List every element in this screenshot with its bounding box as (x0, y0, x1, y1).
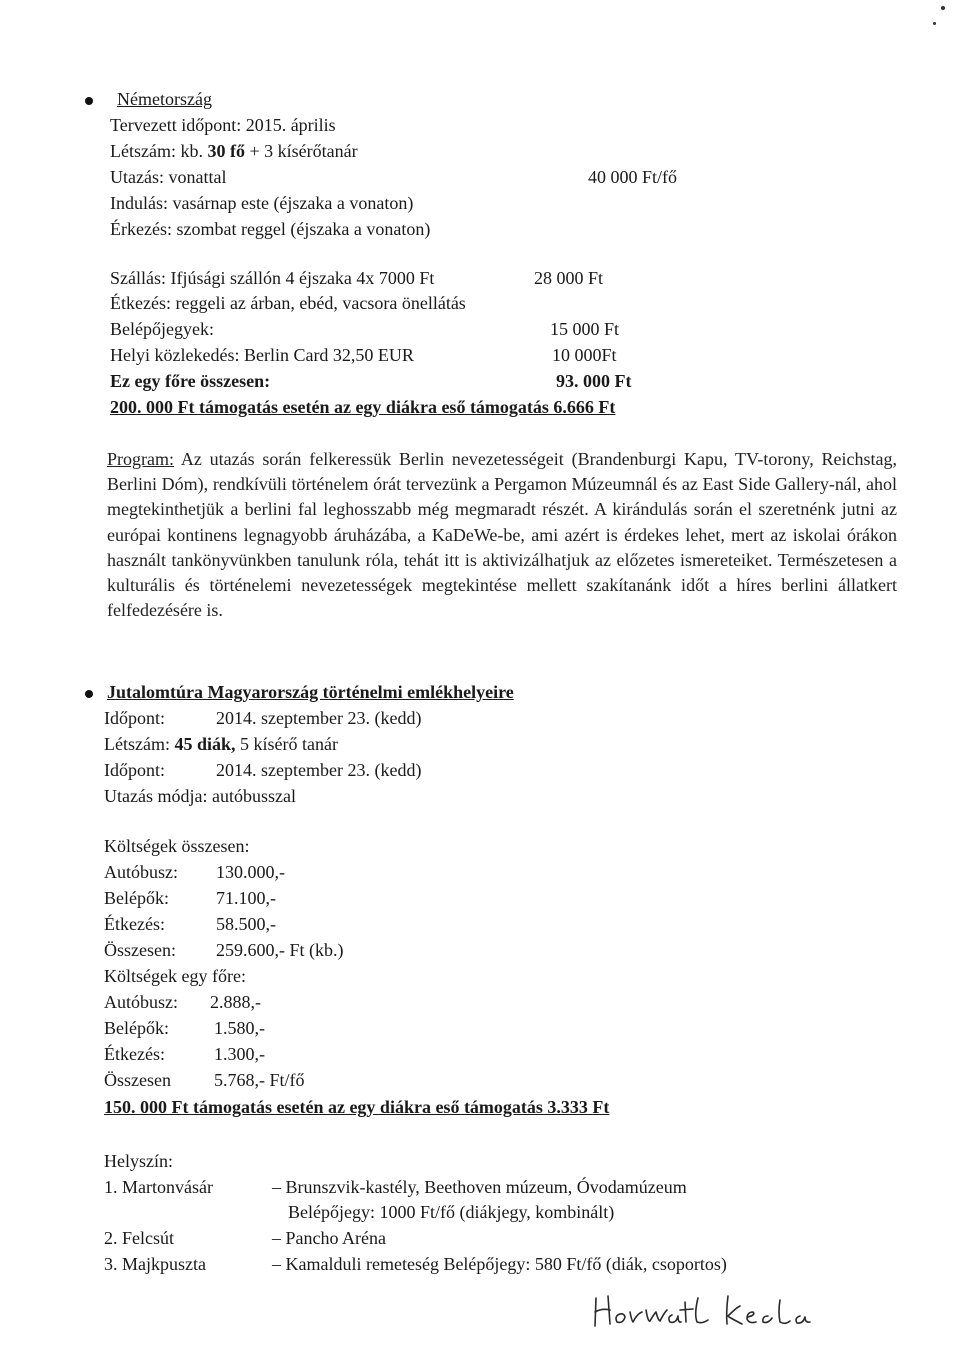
tour-headcount-bold: 45 diák, (174, 734, 236, 754)
travel-line: Utazás: vonattal (110, 167, 227, 187)
tour-headcount-line (104, 733, 338, 755)
cost-value: 58.500,- (216, 914, 276, 934)
scan-speck (941, 6, 945, 10)
cost-per-value: 1.580,- (214, 1018, 265, 1038)
accommodation-line: Szállás: Ifjúsági szállón 4 éjszaka 4x 7000 Ft (110, 268, 435, 288)
bullet-icon (85, 690, 93, 698)
date2-label: Időpont: (104, 760, 165, 780)
section-title-tour: Jutalomtúra Magyarország történelmi emlékhelyeire (107, 682, 514, 702)
location-desc: Belépőjegy: 1000 Ft/fő (diákjegy, kombinált) (288, 1202, 615, 1222)
date1-value: 2014. szeptember 23. (kedd) (216, 708, 422, 728)
cost-label: Autóbusz: (104, 862, 178, 882)
travel-cost: 40 000 Ft/fő (588, 167, 678, 187)
date1-label: Időpont: (104, 708, 165, 728)
total-value: 93. 000 Ft (556, 371, 632, 391)
cost-per-label: Autóbusz: (104, 992, 178, 1012)
cost-label: Étkezés: (104, 914, 165, 934)
locations-heading: Helyszín: (104, 1151, 173, 1171)
cost-value: 71.100,- (216, 888, 276, 908)
bullet-icon (85, 97, 93, 105)
location-place: 2. Felcsút (104, 1228, 174, 1248)
cost-per-label: Belépők: (104, 1018, 169, 1038)
cost-per-value: 1.300,- (214, 1044, 265, 1064)
costs-total-heading: Költségek összesen: (104, 836, 250, 856)
section-title-germany: Németország (117, 89, 212, 109)
location-desc: – Brunszvik-kastély, Beethoven múzeum, Óvodamúzeum (272, 1177, 687, 1197)
planned-date: Tervezett időpont: 2015. április (110, 115, 336, 135)
headcount-bold: 30 fő (207, 141, 245, 161)
location-place: 1. Martonvásár (104, 1177, 213, 1197)
headcount-suffix: + 3 kísérőtanár (244, 141, 358, 161)
arrival-line: Érkezés: szombat reggel (éjszaka a vonaton) (110, 219, 431, 239)
program-lead: Program: (107, 449, 174, 469)
signature-image (590, 1288, 840, 1333)
cost-per-label: Összesen (104, 1070, 171, 1090)
cost-value: 259.600,- Ft (kb.) (216, 940, 344, 960)
program-paragraph (107, 447, 897, 623)
meals-line: Étkezés: reggeli az árban, ebéd, vacsora önellátás (110, 293, 466, 313)
tour-headcount-rest: 5 kísérő tanár (235, 734, 338, 754)
cost-label: Összesen: (104, 940, 176, 960)
program-text: Az utazás során felkeressük Berlin nevezetességeit (Brandenburgi Kapu, TV-torony, Reichstag, Berlini Dóm), rendkívüli történelem órát tervezünk a Pergamon Múzeumnál és az East Side Gallery-nál, ahol megtekinthetjük a berlini fal leghosszabb még megmaradt részét. A kirándulás során el szeretnénk jutni az európai kontinens legnagyobb áruházába, a KaDeWe-be, ami azért is érdekes lehet, mert az iskolai órákon használt tankönyvünkben tanulunk róla, tehát itt is aktivizálhatjuk az előzetes ismereteiket. Természetesen a kulturális és történelemi nevezetességek megtekintése mellett szakítanánk időt a híres berlini állatkert felfedezésére is. (107, 449, 897, 621)
tickets-cost: 15 000 Ft (550, 319, 620, 339)
tickets-line: Belépőjegyek: (110, 319, 214, 339)
cost-value: 130.000,- (216, 862, 285, 882)
support-line-tour: 150. 000 Ft támogatás esetén az egy diákra eső támogatás 3.333 Ft (104, 1097, 610, 1117)
cost-per-value: 2.888,- (210, 992, 261, 1012)
accommodation-cost: 28 000 Ft (534, 268, 604, 288)
transport-cost: 10 000Ft (552, 345, 617, 365)
transport-line: Helyi közlekedés: Berlin Card 32,50 EUR (110, 345, 414, 365)
travel-mode: Utazás módja: autóbusszal (104, 786, 296, 806)
cost-per-value: 5.768,- Ft/fő (214, 1070, 305, 1090)
cost-label: Belépők: (104, 888, 169, 908)
location-desc: – Kamalduli remeteség Belépőjegy: 580 Ft/fő (diák, csoportos) (272, 1254, 727, 1274)
location-desc: – Pancho Aréna (272, 1228, 386, 1248)
headcount-line (110, 140, 358, 162)
scan-speck (933, 22, 936, 25)
tour-headcount-label: Létszám: (104, 734, 175, 754)
location-place: 3. Majkpuszta (104, 1254, 206, 1274)
total-label: Ez egy főre összesen: (110, 371, 271, 391)
costs-per-heading: Költségek egy főre: (104, 966, 246, 986)
departure-line: Indulás: vasárnap este (éjszaka a vonaton) (110, 193, 414, 213)
headcount-prefix: Létszám: kb. (110, 141, 208, 161)
date2-value: 2014. szeptember 23. (kedd) (216, 760, 422, 780)
cost-per-label: Étkezés: (104, 1044, 165, 1064)
support-line-germany: 200. 000 Ft támogatás esetén az egy diákra eső támogatás 6.666 Ft (110, 397, 616, 417)
